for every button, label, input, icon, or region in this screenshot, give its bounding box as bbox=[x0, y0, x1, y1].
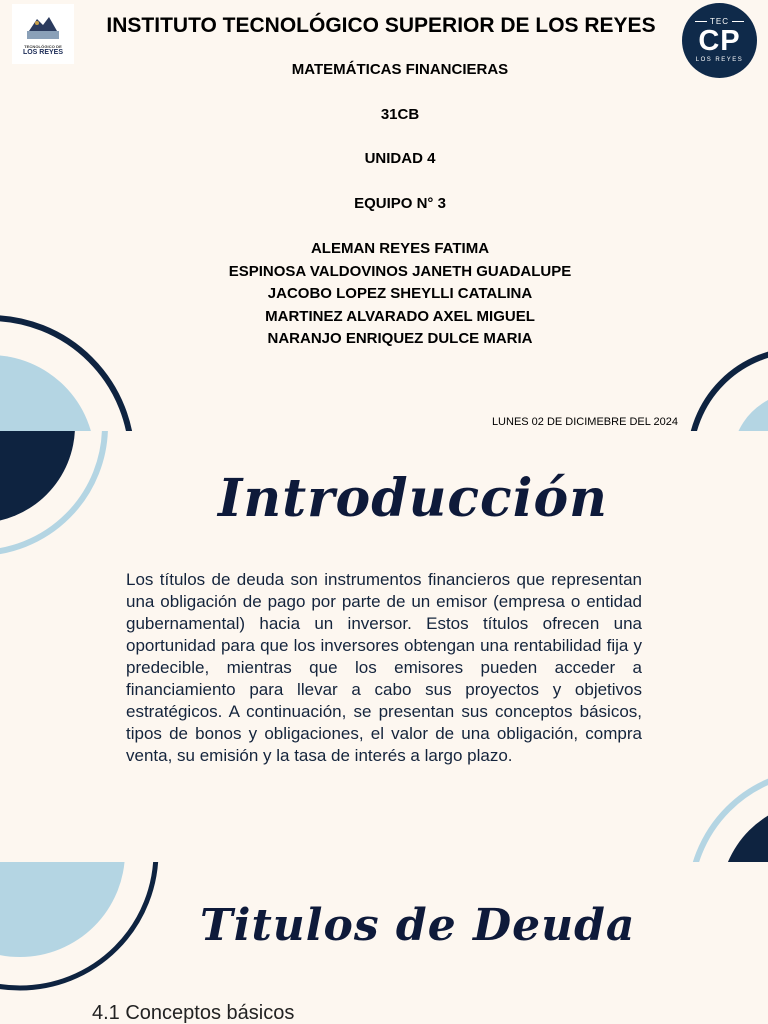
top-left-blue-arc bbox=[0, 431, 105, 553]
deuda-page bbox=[0, 862, 768, 1024]
bottom-right-blue-arc bbox=[690, 771, 768, 862]
team-member: ALEMAN REYES FATIMA bbox=[310, 240, 490, 257]
intro-heading: Introducción bbox=[218, 468, 608, 529]
team-member: MARTINEZ ALVARADO AXEL MIGUEL bbox=[265, 307, 535, 325]
school-logo-small-text: TECNOLÓGICO DE bbox=[24, 43, 62, 49]
left-blue-circle bbox=[0, 355, 95, 431]
team-members-list bbox=[0, 238, 768, 351]
tec-logo-label: TEC bbox=[682, 17, 757, 26]
cover-date: LUNES 02 DE DICIMEBRE DEL 2024 bbox=[491, 416, 678, 428]
top-left-navy-arc bbox=[0, 862, 156, 988]
subject-title: MATEMÁTICAS FINANCIERAS bbox=[291, 61, 509, 78]
top-left-blue-circle bbox=[0, 862, 125, 957]
subsection-title: 4.1 Conceptos básicos bbox=[92, 1002, 295, 1024]
school-logo bbox=[12, 4, 74, 64]
school-logo-icon bbox=[23, 13, 63, 43]
top-left-navy-circle bbox=[0, 431, 75, 523]
school-logo-big-text: LOS REYES bbox=[22, 48, 64, 56]
cp-logo-label: CP bbox=[698, 25, 741, 57]
reyes-logo-label: LOS REYES bbox=[695, 57, 744, 63]
team-member: ESPINOSA VALDOVINOS JANETH GUADALUPE bbox=[228, 262, 572, 280]
unit-label: UNIDAD 4 bbox=[364, 150, 436, 167]
deuda-heading: Titulos de Deuda bbox=[200, 900, 636, 951]
intro-paragraph: Los títulos de deuda son instrumentos financieros que representan una obligación de pago por parte de un emisor (empresa o entidad gubernamental) hacia un inversor. Estos títulos ofrecen una oportunidad para que los inversores obtengan una rentabilidad fija y predecible, mientras que los emisores pueden acceder a financiamiento para llevar a cabo sus proyectos y objetivos estratégicos. A continuación, se presentan sus conceptos básicos, tipos de bonos y obligaciones, el valor de una obligación, compra venta, su emisión y la tasa de interés a largo plazo. bbox=[126, 570, 642, 765]
team-label: EQUIPO N° 3 bbox=[354, 195, 446, 212]
group-label: 31CB bbox=[380, 106, 420, 123]
right-navy-arc bbox=[690, 350, 768, 431]
institute-title: INSTITUTO TECNOLÓGICO SUPERIOR DE LOS REYES bbox=[106, 14, 656, 37]
bottom-right-navy-circle bbox=[720, 801, 768, 862]
team-member: JACOBO LOPEZ SHEYLLI CATALINA bbox=[267, 285, 533, 302]
right-blue-circle bbox=[732, 392, 768, 431]
intro-page bbox=[0, 431, 768, 862]
cover-page bbox=[0, 0, 768, 431]
team-member: NARANJO ENRIQUEZ DULCE MARIA bbox=[267, 330, 533, 347]
